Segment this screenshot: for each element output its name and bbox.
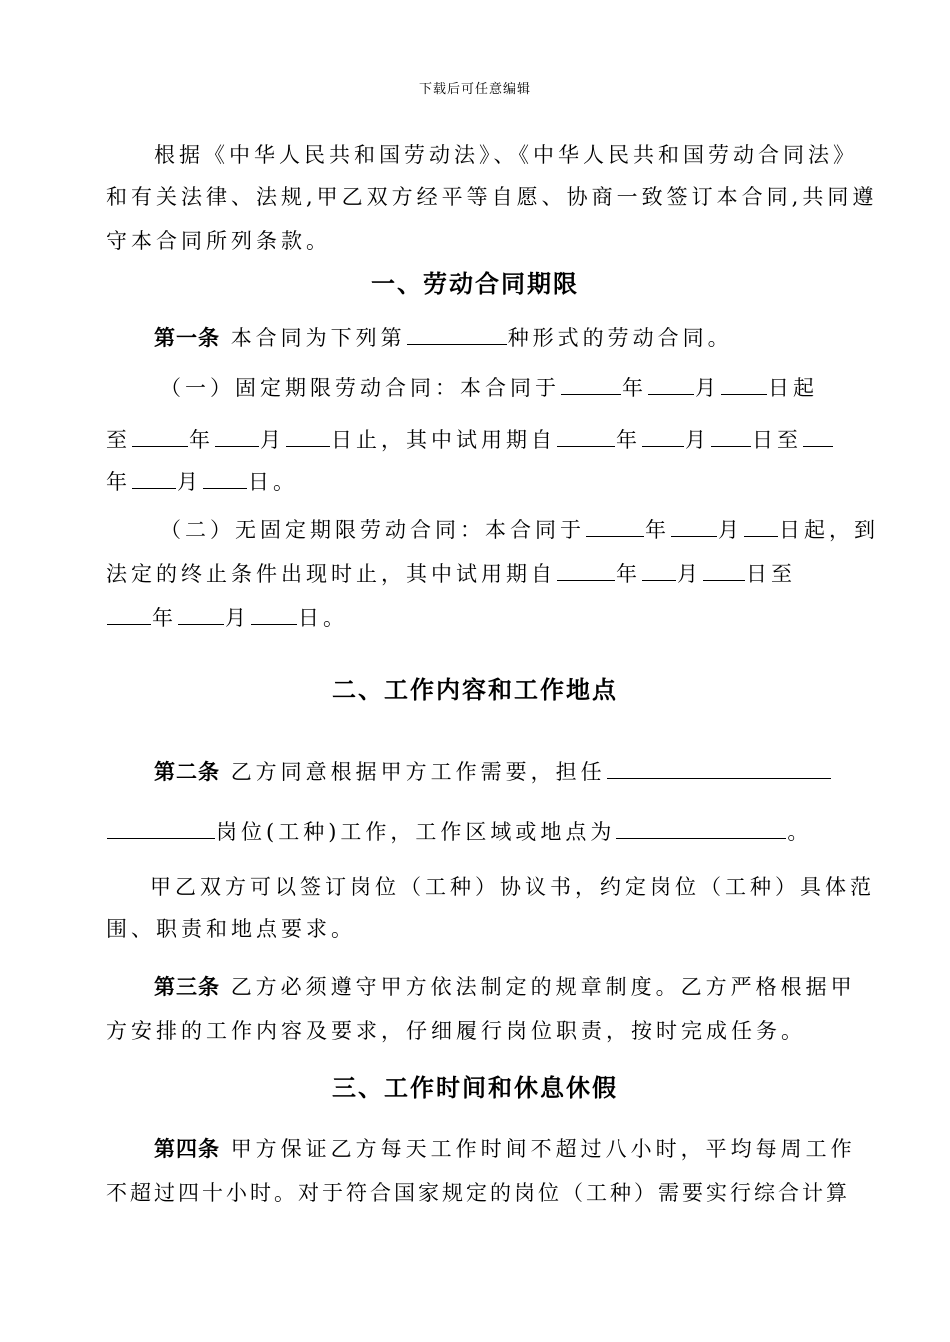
year-label: 年 [616,562,641,586]
article-1-text-b: 种形式的劳动合同。 [507,326,733,350]
open-trial-end-month-blank[interactable] [178,602,224,625]
form-type-blank[interactable] [407,322,507,345]
trial-start-month-blank[interactable] [642,424,684,447]
article-1-text-a: 本合同为下列第 [230,326,406,350]
open-start-month-blank[interactable] [671,514,717,537]
page-header: 下载后可任意编辑 [418,82,531,97]
year-label: 年 [645,518,670,542]
month-label: 月 [260,428,285,452]
year-label: 年 [106,470,131,494]
open-trial-end-year-blank[interactable] [107,602,151,625]
open-term-line-2 [106,558,866,589]
day-final-label: 日。 [248,470,298,494]
open-trial-month-blank[interactable] [642,558,676,581]
agreement-line-1: 甲乙双方可以签订岗位（工种）协议书，约定岗位（工种）具体范 [150,875,875,899]
end-month-blank[interactable] [215,424,259,447]
fixed-term-line-1 [160,372,920,403]
trial-start-year-blank[interactable] [557,424,615,447]
open-start-day-blank[interactable] [744,514,778,537]
month-label: 月 [718,518,743,542]
fixed-term-line-2 [106,424,866,455]
open-start-year-blank[interactable] [586,514,644,537]
month-label: 月 [225,606,250,630]
end-year-blank[interactable] [132,424,188,447]
day-from-label: 日起 [768,376,818,400]
day-end-label: 日止，其中试用期自 [331,428,556,452]
work-location-blank[interactable] [616,816,786,839]
article-2-text-b: 岗位(工种)工作，工作区域或地点为 [216,820,616,844]
period-mark: 。 [787,820,813,844]
start-year-blank[interactable] [561,372,621,395]
to-label: 至 [106,428,131,452]
end-day-blank[interactable] [286,424,330,447]
month-label: 月 [177,470,202,494]
article-3-line-2: 方安排的工作内容及要求，仔细履行岗位职责，按时完成任务。 [106,1019,806,1043]
agreement-line-2: 围、职责和地点要求。 [106,917,356,941]
open-term-line-1 [160,514,920,545]
trial-start-day-blank[interactable] [711,424,751,447]
fixed-term-line-3 [106,466,866,497]
article-2-line-1 [154,756,914,787]
article-3-label: 第三条 [154,975,220,999]
intro-line-3: 守本合同所列条款。 [106,229,331,253]
open-trial-year-blank[interactable] [557,558,615,581]
article-3-text-a: 乙方必须遵守甲方依法制定的规章制度。乙方严格根据甲 [230,975,856,999]
start-month-blank[interactable] [648,372,694,395]
article-1 [154,322,914,353]
day-to-label: 日至 [746,562,796,586]
open-trial-day-blank[interactable] [703,558,745,581]
section-3-heading: 三、工作时间和休息休假 [332,1074,618,1102]
position-blank[interactable] [607,756,831,779]
trial-end-year-blank[interactable] [803,424,833,447]
open-term-trial-label: 法定的终止条件出现时止，其中试用期自 [106,562,556,586]
month-label: 月 [677,562,702,586]
article-1-label: 第一条 [154,326,220,350]
open-term-line-3 [106,602,866,633]
section-2-heading: 二、工作内容和工作地点 [332,676,618,704]
year-label: 年 [616,428,641,452]
month-label: 月 [695,376,720,400]
section-1-heading: 一、劳动合同期限 [371,270,579,298]
article-2-line-2 [106,816,866,847]
year-label: 年 [189,428,214,452]
fixed-term-label: （一）固定期限劳动合同：本合同于 [160,376,560,400]
open-trial-end-day-blank[interactable] [251,602,297,625]
article-4-line-1 [154,1134,914,1164]
article-4-line-2: 不超过四十小时。对于符合国家规定的岗位（工种）需要实行综合计算 [106,1181,850,1205]
start-day-blank[interactable] [721,372,767,395]
intro-line-1: 根据《中华人民共和国劳动法》、《中华人民共和国劳动合同法》 [154,143,858,167]
day-to-label: 日至 [752,428,802,452]
day-final-label: 日。 [298,606,348,630]
open-term-label: （二）无固定期限劳动合同：本合同于 [160,518,585,542]
article-4-label: 第四条 [154,1137,220,1161]
article-2-text-a: 乙方同意根据甲方工作需要，担任 [230,760,606,784]
article-2-label: 第二条 [154,760,220,784]
trial-end-day-blank[interactable] [203,466,247,489]
month-label: 月 [685,428,710,452]
day-until-label: 日起，到 [779,518,879,542]
intro-line-2: 和有关法律、法规,甲乙双方经平等自愿、协商一致签订本合同,共同遵 [106,185,878,209]
trial-end-month-blank[interactable] [132,466,176,489]
article-4-text-a: 甲方保证乙方每天工作时间不超过八小时，平均每周工作 [230,1137,856,1161]
article-3-line-1 [154,972,914,1002]
year-label: 年 [152,606,177,630]
position-continued-blank[interactable] [107,816,215,839]
year-label: 年 [622,376,647,400]
